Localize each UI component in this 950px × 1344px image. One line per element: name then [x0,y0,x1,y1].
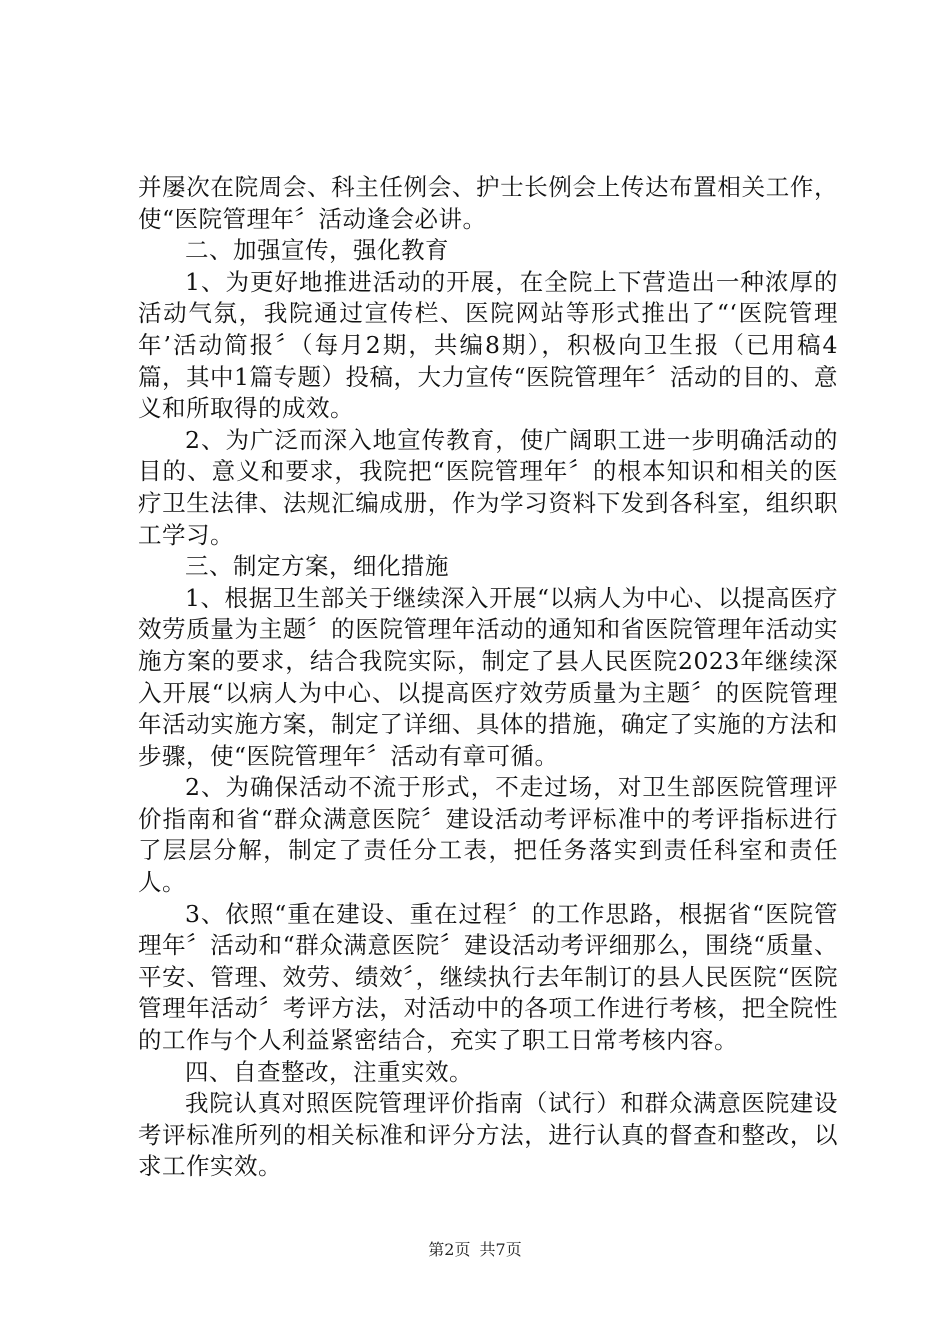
section-heading-4: 四、自查整改，注重实效。 [185,1057,473,1086]
paragraph-3-1: 1、根据卫生部关于继续深入开展“以病人为中心、以提高医疗效劳质量为主题〞的医院管理年活动的通知和省医院管理年活动实施方案的要求，结合我院实际，制定了县人民医院2023年继续深入开展“以病人为中心、以提高医疗效劳质量为主题〞的医院管理年活动实施方案，制定了详细、具体的措施，确定了实施的方法和步骤，使“医院管理年〞活动有章可循。 [138,583,838,770]
document-body [138,172,838,1183]
section-heading-3: 三、制定方案，细化措施 [185,552,449,581]
page-number: 第2页 [428,1240,471,1259]
paragraph-2-1: 1、为更好地推进活动的开展，在全院上下营造出一种浓厚的活动气氛，我院通过宣传栏、医院网站等形式推出了“‘医院管理年’活动简报〞（每月2期，共编8期），积极向卫生报（已用稿4篇，其中1篇专题）投稿，大力宣传“医院管理年〞活动的目的、意义和所取得的成效。 [138,267,838,423]
page-total: 共7页 [479,1240,522,1259]
paragraph-continuation: 并屡次在院周会、科主任例会、护士长例会上传达布置相关工作，使“医院管理年〞活动逢会必讲。 [138,173,838,233]
paragraph-3-2: 2、为确保活动不流于形式，不走过场，对卫生部医院管理评价指南和省“群众满意医院〞建设活动考评标准中的考评指标进行了层层分解，制定了责任分工表，把任务落实到责任科室和责任人。 [138,773,838,897]
paragraph-4-1: 我院认真对照医院管理评价指南（试行）和群众满意医院建设考评标准所列的相关标准和评分方法，进行认真的督查和整改，以求工作实效。 [138,1089,838,1181]
paragraph-3-3: 3、依照“重在建设、重在过程〞的工作思路，根据省“医院管理年〞活动和“群众满意医院〞建设活动考评细那么，围绕“质量、平安、管理、效劳、绩效〞，继续执行去年制订的县人民医院“医院管理年活动〞考评方法，对活动中的各项工作进行考核，把全院性的工作与个人利益紧密结合，充实了职工日常考核内容。 [138,899,838,1055]
section-heading-2: 二、加强宣传，强化教育 [185,236,449,265]
paragraph-2-2: 2、为广泛而深入地宣传教育，使广阔职工进一步明确活动的目的、意义和要求，我院把“医院管理年〞的根本知识和相关的医疗卫生法律、法规汇编成册，作为学习资料下发到各科室，组织职工学习。 [138,425,838,549]
page-footer [0,1240,950,1260]
